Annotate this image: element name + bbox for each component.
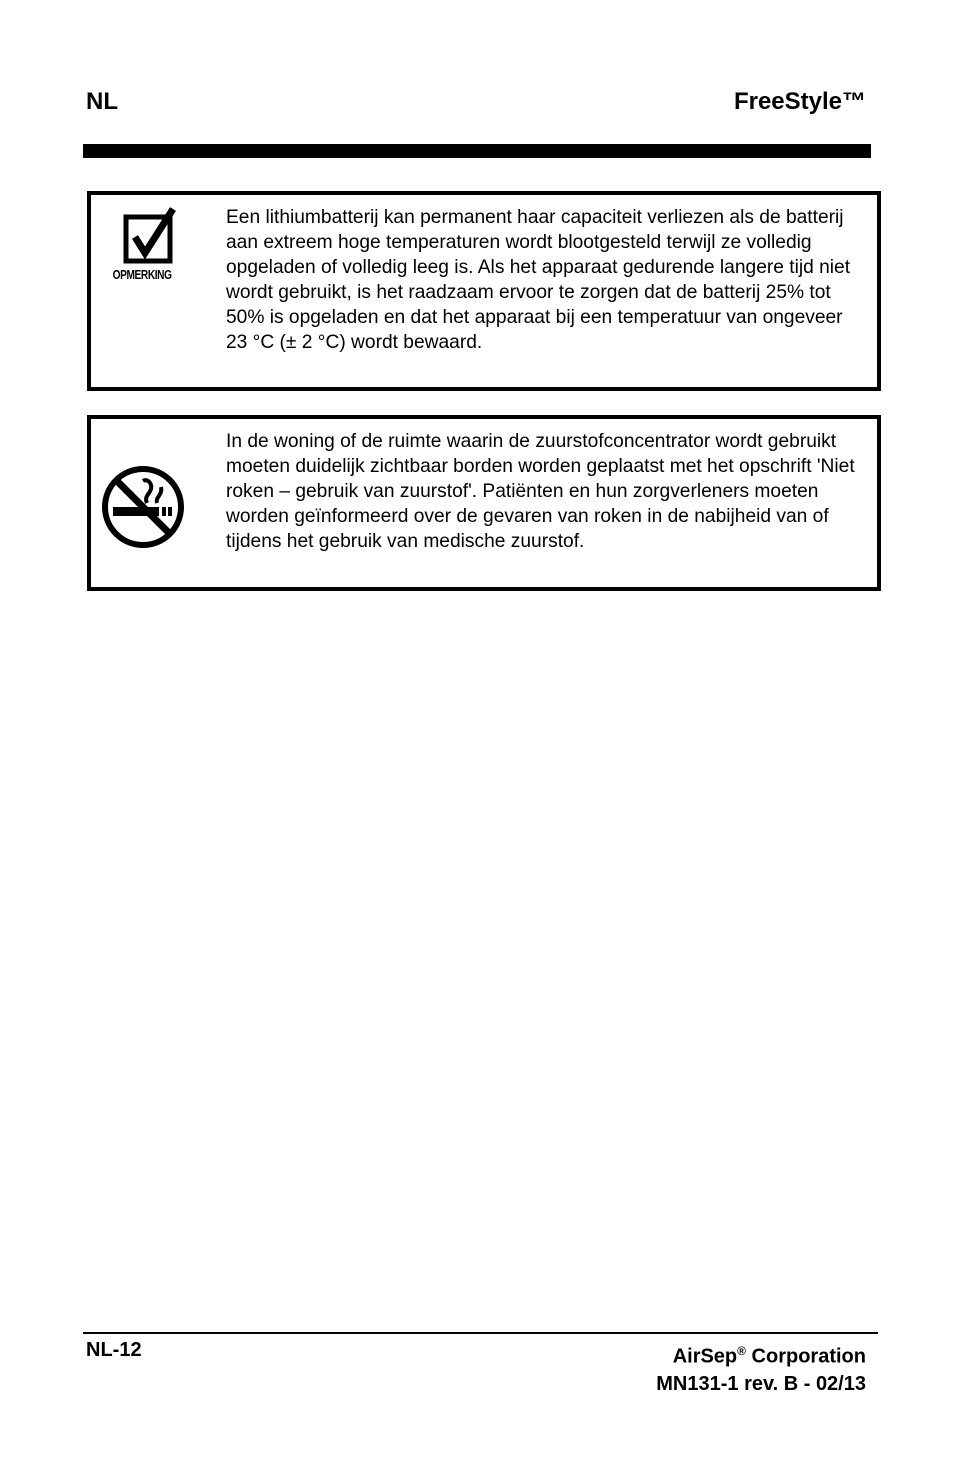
note-icon-area [91, 195, 219, 387]
registered-mark: ® [737, 1344, 746, 1358]
note-text: Een lithiumbatterij kan permanent haar capaciteit verliezen als de batterij aan extreem hoge temperaturen wordt blootgesteld terwijl ze volledig opgeladen of volledig leeg is. Als het apparaat gedurende langere tijd niet wordt gebruikt, is het raadzaam ervoor te zorgen dat de batterij 25% tot 50% is opgeladen en dat het apparaat bij een temperatuur van ongeveer 23 °C (± 2 °C) wordt bewaard. [226, 207, 851, 353]
footer-divider [83, 1332, 878, 1334]
warning-text: In de woning of de ruimte waarin de zuurstofconcentrator wordt gebruikt moeten duidelijk zichtbaar borden worden geplaatst met het opschrift 'Niet roken – gebruik van zuurstof'. Patiënten en hun zorgverleners moeten worden geïnformeerd over de gevaren van roken in de nabijheid van of tijdens het gebruik van medische zuurstof. [226, 431, 855, 552]
header-language: NL [86, 88, 118, 115]
checkbox-check-icon [121, 207, 179, 265]
header-divider [83, 144, 871, 158]
company-suffix: Corporation [746, 1345, 866, 1368]
footer-publisher [656, 1338, 866, 1398]
warning-icon-area [91, 419, 219, 587]
note-label: OPMERKING [112, 267, 172, 282]
no-smoking-icon [99, 463, 187, 551]
header-product-title: FreeStyle™ [733, 88, 866, 115]
document-reference: MN131-1 rev. B - 02/13 [656, 1372, 866, 1395]
company-line [656, 1338, 866, 1371]
company-name: AirSep [672, 1345, 738, 1368]
page-number: NL-12 [86, 1339, 142, 1361]
note-box [87, 191, 881, 391]
warning-box [87, 415, 881, 591]
